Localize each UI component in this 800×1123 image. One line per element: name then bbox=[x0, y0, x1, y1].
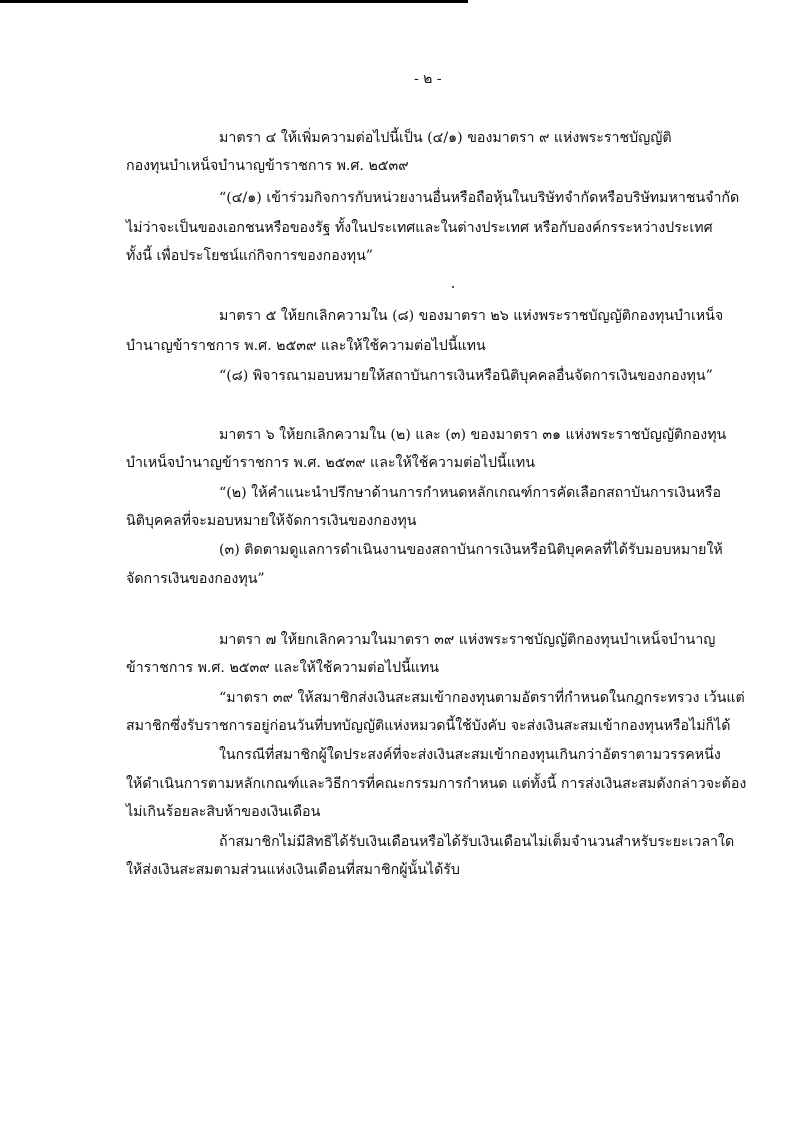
top-rule bbox=[0, 0, 468, 3]
scan-speck bbox=[452, 286, 454, 288]
section-7-quote-line-3: ในกรณีที่สมาชิกผู้ใดประสงค์ที่จะส่งเงินสะสมเข้ากองทุนเกินกว่าอัตราตามวรรคหนึ่ง bbox=[219, 747, 721, 763]
section-4-line-2: กองทุนบำเหน็จบำนาญข้าราชการ พ.ศ. ๒๕๓๙ bbox=[126, 158, 409, 174]
section-6-line-1: มาตรา ๖ ให้ยกเลิกความใน (๒) และ (๓) ของมาตรา ๓๑ แห่งพระราชบัญญัติกองทุน bbox=[219, 427, 727, 443]
section-6-quote-line-2: นิติบุคคลที่จะมอบหมายให้จัดการเงินของกองทุน bbox=[126, 513, 417, 529]
section-6-quote-line-1: “(๒) ให้คำแนะนำปรึกษาด้านการกำหนดหลักเกณฑ์การคัดเลือกสถาบันการเงินหรือ bbox=[219, 485, 722, 501]
section-4-quote-line-2: ไม่ว่าจะเป็นของเอกชนหรือของรัฐ ทั้งในประเทศและในต่างประเทศ หรือกับองค์กรระหว่างประเทศ bbox=[126, 220, 713, 236]
page-number: - ๒ - bbox=[414, 71, 442, 87]
section-7-quote-line-1: “มาตรา ๓๙ ให้สมาชิกส่งเงินสะสมเข้ากองทุนตามอัตราที่กำหนดในกฎกระทรวง เว้นแต่ bbox=[219, 690, 745, 706]
section-7-quote-line-7: ให้ส่งเงินสะสมตามส่วนแห่งเงินเดือนที่สมาชิกผู้นั้นได้รับ bbox=[126, 862, 460, 878]
section-4-quote-line-1: “(๔/๑) เข้าร่วมกิจการกับหน่วยงานอื่นหรือถือหุ้นในบริษัทจำกัดหรือบริษัทมหาชนจำกัด bbox=[219, 190, 740, 206]
section-7-quote-line-5: ไม่เกินร้อยละสิบห้าของเงินเดือน bbox=[126, 804, 321, 820]
section-6-line-2: บำเหน็จบำนาญข้าราชการ พ.ศ. ๒๕๓๙ และให้ใช้ความต่อไปนี้แทน bbox=[126, 455, 535, 471]
section-5-line-2: บำนาญข้าราชการ พ.ศ. ๒๕๓๙ และให้ใช้ความต่อไปนี้แทน bbox=[126, 338, 486, 354]
section-6-quote-line-4: จัดการเงินของกองทุน” bbox=[126, 571, 265, 587]
section-4-quote-line-3: ทั้งนี้ เพื่อประโยชน์แก่กิจการของกองทุน” bbox=[126, 248, 374, 264]
section-7-line-1: มาตรา ๗ ให้ยกเลิกความในมาตรา ๓๙ แห่งพระราชบัญญัติกองทุนบำเหน็จบำนาญ bbox=[219, 632, 716, 648]
section-7-quote-line-6: ถ้าสมาชิกไม่มีสิทธิได้รับเงินเดือนหรือได้รับเงินเดือนไม่เต็มจำนวนสำหรับระยะเวลาใด bbox=[219, 834, 735, 850]
section-6-quote-line-3: (๓) ติดตามดูแลการดำเนินงานของสถาบันการเงินหรือนิติบุคคลที่ได้รับมอบหมายให้ bbox=[219, 542, 723, 558]
section-4-line-1: มาตรา ๔ ให้เพิ่มความต่อไปนี้เป็น (๔/๑) ของมาตรา ๙ แห่งพระราชบัญญัติ bbox=[219, 130, 672, 146]
section-7-line-2: ข้าราชการ พ.ศ. ๒๕๓๙ และให้ใช้ความต่อไปนี้แทน bbox=[126, 660, 439, 676]
section-7-quote-line-2: สมาชิกซึ่งรับราชการอยู่ก่อนวันที่บทบัญญัติแห่งหมวดนี้ใช้บังคับ จะส่งเงินสะสมเข้ากองทุนหรือไม่ก็ได้ bbox=[126, 718, 731, 734]
section-5-line-1: มาตรา ๕ ให้ยกเลิกความใน (๘) ของมาตรา ๒๖ แห่งพระราชบัญญัติกองทุนบำเหน็จ bbox=[219, 308, 724, 324]
section-7-quote-line-4: ให้ดำเนินการตามหลักเกณฑ์และวิธีการที่คณะกรรมการกำหนด แต่ทั้งนี้ การส่งเงินสะสมดังกล่าวจะต้อง bbox=[126, 776, 747, 792]
section-5-quote: “(๘) พิจารณามอบหมายให้สถาบันการเงินหรือนิติบุคคลอื่นจัดการเงินของกองทุน” bbox=[219, 368, 713, 384]
